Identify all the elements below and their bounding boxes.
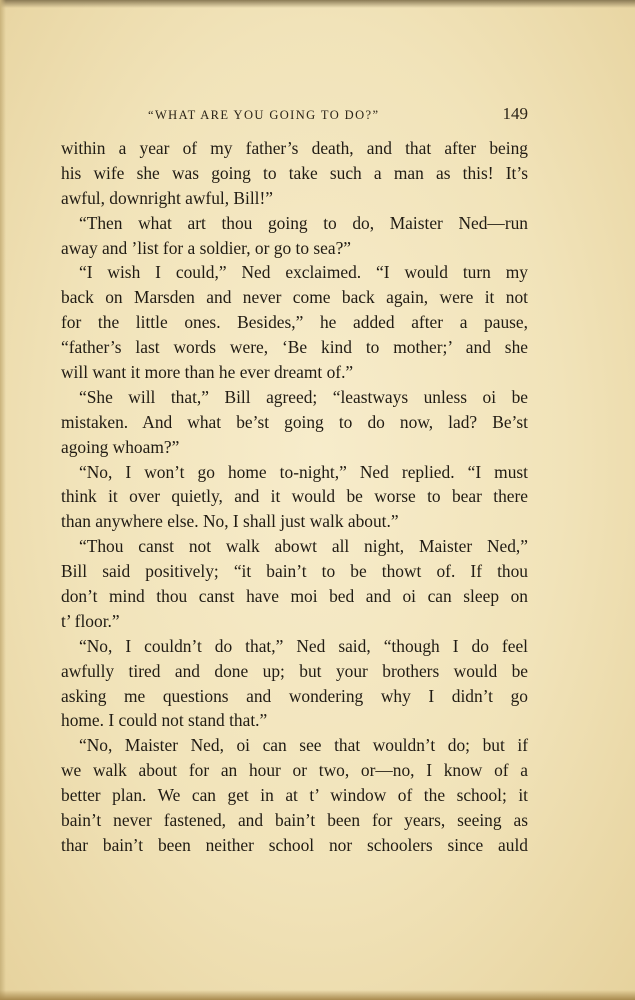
text-line (61, 534, 528, 559)
text-line (61, 236, 528, 261)
page-edge-left (0, 0, 6, 1000)
text-line-content: awful, downright awful, Bill!” (61, 187, 274, 208)
text-line (61, 335, 528, 360)
text-line-content: t’ floor.” (61, 610, 120, 631)
text-line (61, 808, 528, 833)
text-line (61, 136, 528, 161)
text-line-content: within a year of my father’s death, and that after being (61, 138, 528, 158)
text-line (61, 385, 528, 410)
text-line-content: “No, I couldn’t do that,” Ned said, “though I do feel (79, 635, 528, 656)
text-line (61, 758, 528, 783)
text-line (61, 659, 528, 684)
body-text (61, 136, 528, 858)
text-line (61, 260, 528, 285)
text-line (61, 410, 528, 435)
text-line (61, 285, 528, 310)
text-line (61, 783, 528, 808)
text-line-content: home. I could not stand that.” (61, 710, 268, 731)
text-line (61, 186, 528, 211)
text-line-content: don’t mind thou canst have moi bed and oi can sleep on (61, 586, 528, 607)
text-line-content: awfully tired and done up; but your brothers would be (61, 660, 528, 681)
text-line-content: we walk about for an hour or two, or—no, I know of a (61, 760, 528, 781)
text-line (61, 609, 528, 634)
text-line (61, 684, 528, 709)
text-line (61, 460, 528, 485)
text-line-content: “I wish I could,” Ned exclaimed. “I would turn my (79, 262, 528, 283)
text-line-content: better plan. We can get in at t’ window of the school; it (61, 785, 528, 806)
text-line-content: agoing whoam?” (61, 436, 180, 457)
text-line (61, 484, 528, 509)
page-edge-top (0, 0, 635, 8)
text-line-content: think it over quietly, and it would be worse to bear there (61, 486, 528, 507)
text-line (61, 833, 528, 858)
text-line-content: asking me questions and wondering why I didn’t go (61, 685, 528, 706)
text-line (61, 584, 528, 609)
text-line (61, 310, 528, 335)
text-line (61, 360, 528, 385)
text-line (61, 708, 528, 733)
text-line (61, 509, 528, 534)
page-number: 149 (502, 104, 528, 123)
text-line-content: “No, I won’t go home to-night,” Ned replied. “I must (79, 461, 528, 482)
text-line-content: “father’s last words were, ‘Be kind to mother;’ and she (61, 337, 528, 358)
page-edge-bottom (0, 990, 635, 1000)
text-line-content: back on Marsden and never come back again, were it not (61, 287, 528, 308)
text-line (61, 559, 528, 584)
text-line-content: bain’t never fastened, and bain’t been for years, seeing as (61, 810, 528, 831)
text-line-content: for the little ones. Besides,” he added after a pause, (61, 312, 528, 333)
text-line (61, 161, 528, 186)
text-line-content: his wife she was going to take such a man as this! It’s (61, 162, 528, 183)
text-line-content: will want it more than he ever dreamt of.” (61, 362, 354, 383)
text-line-content: mistaken. And what be’st going to do now, lad? Be’st (61, 411, 528, 432)
text-line (61, 634, 528, 659)
text-line (61, 435, 528, 460)
text-line-content: “Thou canst not walk abowt all night, Maister Ned,” (79, 536, 528, 557)
text-line-content: “Then what art thou going to do, Maister Ned—run (79, 212, 528, 233)
text-line-content: “No, Maister Ned, oi can see that wouldn’t do; but if (79, 735, 528, 756)
text-line-content: Bill said positively; “it bain’t to be thowt of. If thou (61, 561, 528, 582)
text-line-content: than anywhere else. No, I shall just walk about.” (61, 511, 399, 532)
page-header (60, 104, 528, 128)
text-line-content: “She will that,” Bill agreed; “leastways unless oi be (79, 386, 528, 407)
text-line-content: away and ’list for a soldier, or go to sea?” (61, 237, 352, 258)
text-line (61, 211, 528, 236)
text-line (61, 733, 528, 758)
running-head: “WHAT ARE YOU GOING TO DO?” (148, 108, 380, 122)
text-line-content: thar bain’t been neither school nor schoolers since auld (61, 834, 528, 855)
